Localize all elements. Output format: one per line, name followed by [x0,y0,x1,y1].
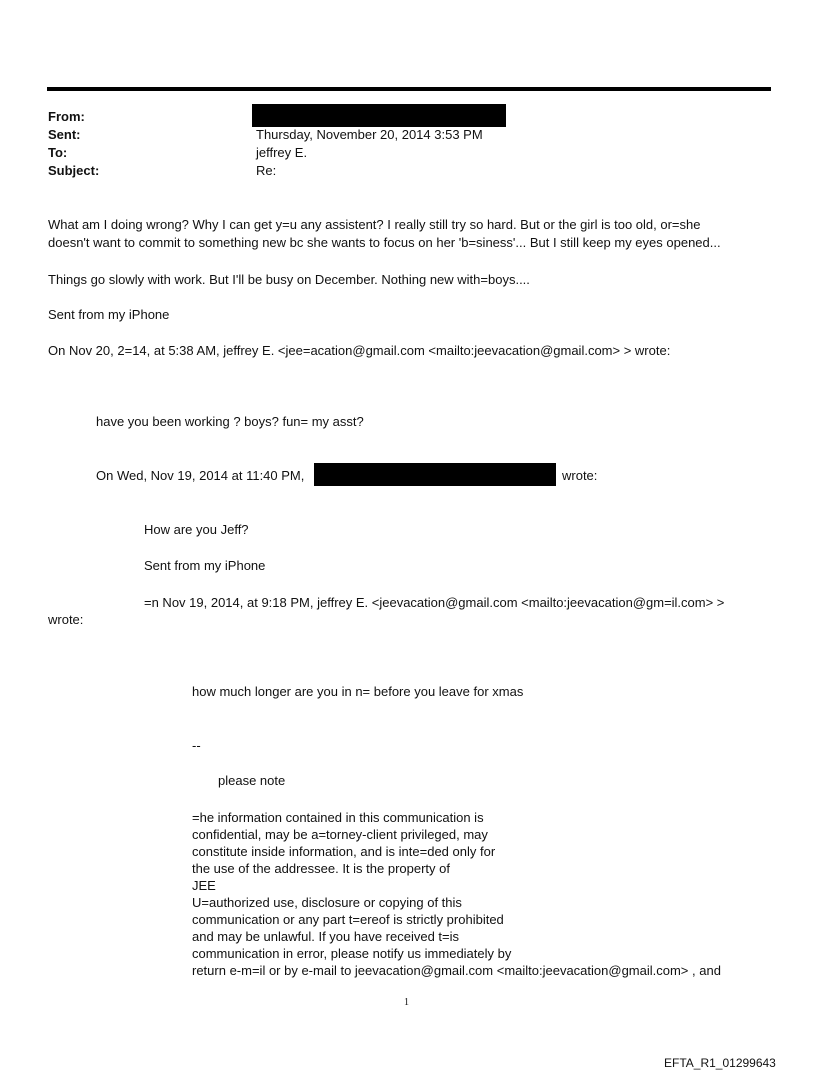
quote1-on-wed-prefix: On Wed, Nov 19, 2014 at 11:40 PM, [96,468,305,483]
body-para1-line2: doesn't want to commit to something new bc she wants to focus on her 'b=siness'... But I still keep my eyes opened... [48,235,721,250]
disclaimer-line: =he information contained in this communication is [192,810,484,825]
to-value: jeffrey E. [256,145,308,160]
quote2-how-are-you: How are you Jeff? [144,522,249,537]
header-rule [47,87,771,91]
redaction-from [252,104,506,127]
body-on-nov20: On Nov 20, 2=14, at 5:38 AM, jeffrey E. <jee=acation@gmail.com <mailto:jeevacation@gmail.com> > wrote: [48,343,671,358]
disclaimer-line: and may be unlawful. If you have received t=is [192,929,460,944]
document-id: EFTA_R1_01299643 [664,1056,776,1070]
body-para1-line1: What am I doing wrong? Why I can get y=u any assistent? I really still try so hard. But or the girl is too old, or=she [48,217,701,232]
disclaimer-line: JEE [192,878,216,893]
body-para2: Things go slowly with work. But I'll be busy on December. Nothing new with=boys.... [48,272,530,287]
please-note: please note [218,773,286,788]
disclaimer-line: U=authorized use, disclosure or copying of this [192,895,462,910]
subject-value: Re: [256,163,277,178]
sent-value: Thursday, November 20, 2014 3:53 PM [256,127,483,142]
to-label: To: [48,145,68,160]
disclaimer-line: return e-m=il or by e-mail to jeevacation@gmail.com <mailto:jeevacation@gmail.com> , and [192,963,721,978]
subject-label: Subject: [48,163,100,178]
body-sent-from: Sent from my iPhone [48,307,170,322]
redaction-on-wed [314,463,556,486]
from-label: From: [48,109,85,124]
quote3-how-much: how much longer are you in n= before you leave for xmas [192,684,524,699]
sent-label: Sent: [48,127,81,142]
signature-separator: -- [192,738,201,753]
disclaimer-line: confidential, may be a=torney-client privileged, may [192,827,488,842]
page-number: 1 [404,997,409,1008]
disclaimer-line: communication in error, please notify us immediately by [192,946,512,961]
quote2-on-nov19-line2: wrote: [48,612,84,627]
disclaimer-line: constitute inside information, and is inte=ded only for [192,844,496,859]
disclaimer-line: communication or any part t=ereof is strictly prohibited [192,912,504,927]
disclaimer-line: the use of the addressee. It is the property of [192,861,450,876]
quote2-on-nov19-line1: =n Nov 19, 2014, at 9:18 PM, jeffrey E. <jeevacation@gmail.com <mailto:jeevacation@gm=il.com> > [144,595,725,610]
quote1-text: have you been working ? boys? fun= my asst? [96,414,364,429]
quote1-on-wed-suffix: wrote: [562,468,598,483]
quote2-sent-from: Sent from my iPhone [144,558,266,573]
